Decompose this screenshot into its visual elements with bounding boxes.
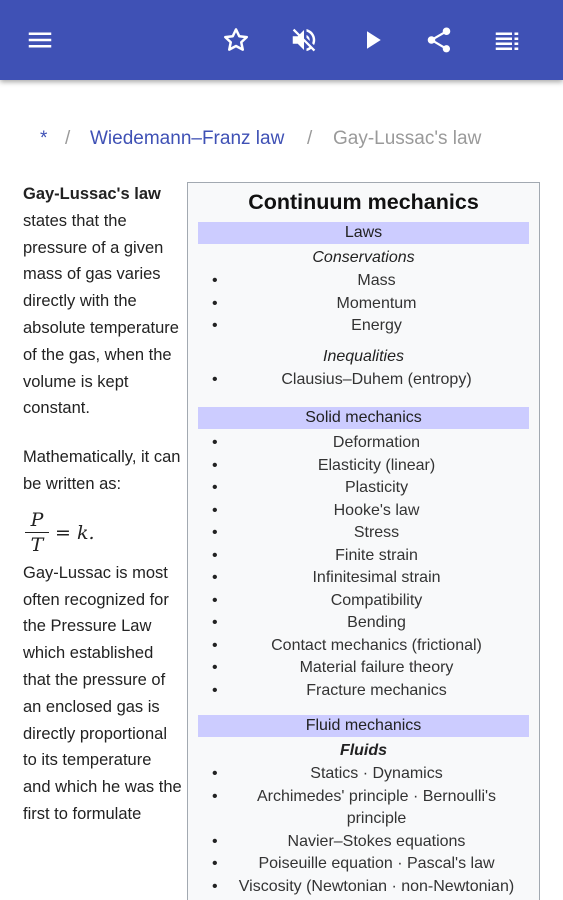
list-item[interactable]: • Mass (188, 270, 539, 293)
infobox-title: Continuum mechanics (248, 190, 479, 214)
list-item[interactable]: • Energy (188, 315, 539, 338)
play-button[interactable] (352, 20, 392, 60)
fluids-list (188, 763, 539, 898)
list-item[interactable]: • Statics · Dynamics (188, 763, 539, 786)
article-body (23, 181, 183, 850)
inequalities-list (188, 369, 539, 392)
list-item[interactable]: • Stress (188, 522, 539, 545)
formula-fraction (25, 510, 49, 556)
breadcrumb-separator: / (307, 128, 313, 149)
list-item[interactable]: • Viscosity (Newtonian · non-Newtonian) (188, 876, 539, 899)
list-item[interactable]: • Fracture mechanics (188, 680, 539, 703)
breadcrumb-home-link[interactable]: * (40, 128, 48, 149)
share-button[interactable] (419, 20, 459, 60)
list-item[interactable]: • Clausius–Duhem (entropy) (188, 369, 539, 392)
mute-button[interactable] (284, 20, 324, 60)
infobox-subheader-inequalities[interactable]: Inequalities (323, 347, 404, 365)
breadcrumb-parent-link[interactable]: Wiedemann–Franz law (90, 128, 285, 149)
article-intro-text: states that the pressure of a given mass of gas varies directly with the absolute temperature of the gas, when the volume is kept constant. (23, 211, 179, 418)
continuum-mechanics-infobox (187, 182, 540, 900)
list-item[interactable]: • Compatibility (188, 590, 539, 613)
article-intro (23, 181, 183, 422)
article-term: Gay-Lussac's law (23, 185, 161, 203)
breadcrumb (0, 128, 563, 154)
list-item[interactable]: • Bending (188, 612, 539, 635)
formula-denominator: T (30, 534, 44, 557)
list-item[interactable]: • Hooke's law (188, 500, 539, 523)
infobox-subheader-fluids[interactable]: Fluids (339, 742, 388, 759)
infobox-subheader-conservations[interactable]: Conservations (312, 249, 415, 266)
formula (23, 502, 183, 556)
list-item[interactable]: • Infinitesimal strain (188, 567, 539, 590)
conservations-list (188, 270, 539, 338)
list-item[interactable]: • Deformation (188, 432, 539, 455)
breadcrumb-current: Gay-Lussac's law (333, 128, 482, 149)
contents-button[interactable] (487, 20, 527, 60)
list-item[interactable]: • Contact mechanics (frictional) (188, 635, 539, 658)
list-item[interactable]: • Finite strain (188, 545, 539, 568)
fraction-bar (25, 532, 49, 534)
menu-button[interactable] (20, 20, 60, 60)
list-icon (492, 25, 522, 55)
star-icon (221, 25, 251, 55)
share-icon (424, 25, 454, 55)
solid-mechanics-list (188, 432, 539, 702)
list-item[interactable]: • Plasticity (188, 477, 539, 500)
volume-off-icon (289, 25, 319, 55)
list-item[interactable]: • Poiseuille equation · Pascal's law (188, 853, 539, 876)
breadcrumb-separator: / (65, 128, 71, 149)
article-math-intro: Mathematically, it can be written as: (23, 448, 181, 493)
list-item[interactable]: • Navier–Stokes equations (188, 831, 539, 854)
app-bar (0, 0, 563, 80)
formula-numerator: P (30, 508, 44, 531)
menu-icon (25, 25, 55, 55)
bookmark-button[interactable] (216, 20, 256, 60)
play-icon (357, 25, 387, 55)
infobox-header-laws[interactable]: Laws (198, 222, 529, 244)
list-item[interactable]: • Archimedes' principle · Bernoulli's principle (188, 786, 539, 831)
formula-rest: = k. (55, 521, 95, 544)
infobox-header-fluid-mechanics[interactable]: Fluid mechanics (198, 715, 529, 737)
list-item[interactable]: • Momentum (188, 293, 539, 316)
list-item[interactable]: • Material failure theory (188, 657, 539, 680)
list-item[interactable]: • Elasticity (linear) (188, 455, 539, 478)
article-paragraph: Gay-Lussac is most often recognized for the Pressure Law which established that the pressure of an enclosed gas is directly proportional to its temperature and which he was the first to formulate (23, 563, 182, 823)
infobox-header-solid-mechanics[interactable]: Solid mechanics (198, 407, 529, 429)
